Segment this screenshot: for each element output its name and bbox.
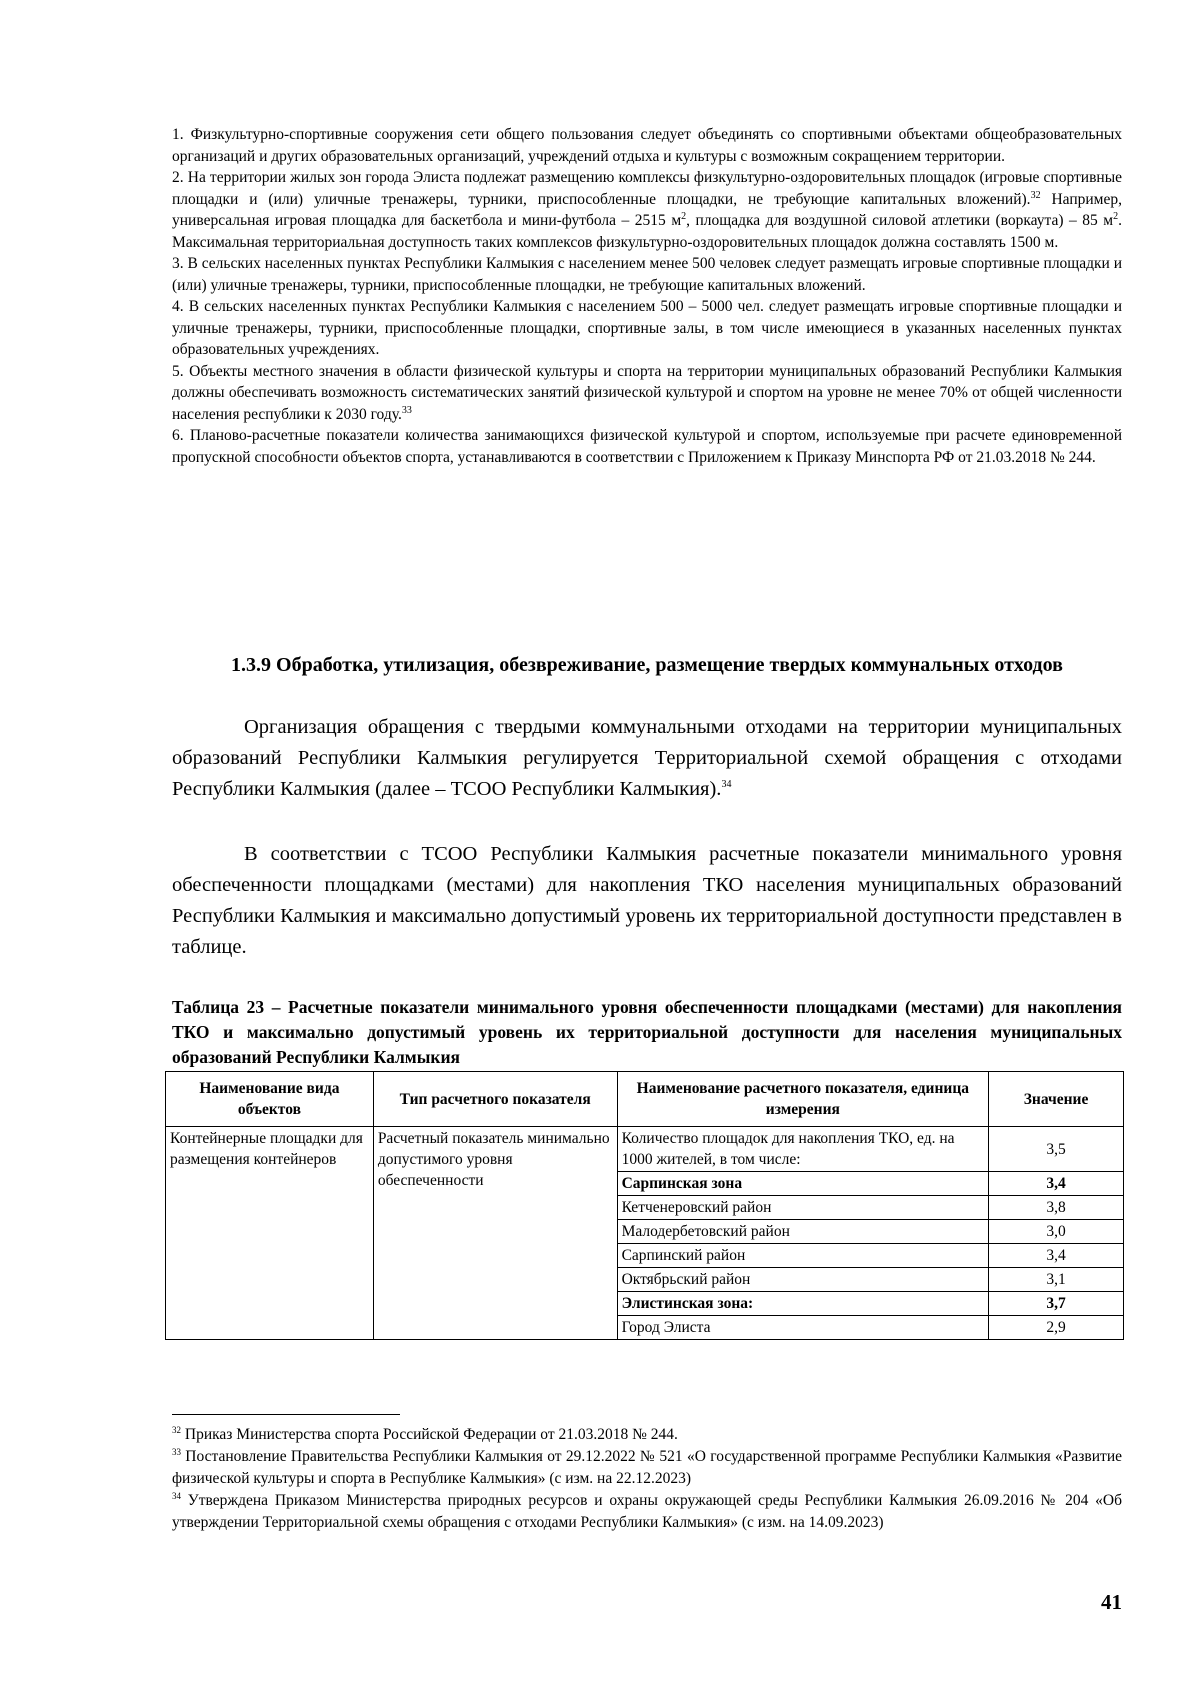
value-cell: 3,8 [989, 1196, 1124, 1220]
value-cell: 3,4 [989, 1244, 1124, 1268]
indicator-name-cell: Элистинская зона: [617, 1292, 989, 1316]
section-heading: 1.3.9 Обработка, утилизация, обезвреживание, размещение твердых коммунальных отходов [231, 654, 1063, 676]
indicator-name-cell: Октябрьский район [617, 1268, 989, 1292]
column-header: Тип расчетного показателя [373, 1072, 617, 1127]
value-cell: 3,7 [989, 1292, 1124, 1316]
value-cell: 3,0 [989, 1220, 1124, 1244]
footnote-divider [172, 1414, 400, 1415]
numbered-list [172, 124, 1122, 468]
indicator-type-cell: Расчетный показатель минимально допустимого уровня обеспеченности [373, 1127, 617, 1340]
list-item: 1. Физкультурно-спортивные сооружения сети общего пользования следует объединять со спортивными объектами общеобразовательных организаций и других образовательных организаций, учреждений отдыха и культуры с возможным сокращением территории. [172, 126, 1122, 165]
list-item: 4. В сельских населенных пунктах Республики Калмыкия с населением 500 – 5000 чел. следует размещать игровые спортивные площадки и уличные тренажеры, турники, приспособленные площадки, спортивные залы, в том числе имеющиеся в указанных населенных пунктах образовательных учреждениях. [172, 298, 1122, 358]
body-paragraph: Организация обращения с твердыми коммунальными отходами на территории муниципальных образований Республики Калмыкия регулируется Территориальной схемой обращения с отходами Республики Калмыкия (далее – ТСОО Республики Калмыкия).$^{34}$ [172, 716, 1122, 800]
value-cell: 2,9 [989, 1316, 1124, 1340]
list-item: 2. На территории жилых зон города Элиста подлежат размещению комплексы физкультурно-оздоровительных площадок (игровые спортивные площадки и (или) уличные тренажеры, турники, приспособленные площадки, не требующие капитальных вложений).$^{32}$ Например, универсальная игровая площадка для баскетбола и мини-футбола – 2515 $м^2$, площадка для воздушной силовой атлетики (воркаута) – 85 $м^2$. Максимальная территориальная доступность таких комплексов физкультурно-оздоровительных площадок должна составлять 1500 м. [172, 169, 1122, 251]
indicator-name-cell: Малодербетовский район [617, 1220, 989, 1244]
object-type-cell: Контейнерные площадки для размещения контейнеров [166, 1127, 374, 1340]
footnote-ref: 33 [401, 404, 412, 416]
indicator-name-cell: Сарпинский район [617, 1244, 989, 1268]
indicator-name-cell: Кетченеровский район [617, 1196, 989, 1220]
value-cell: 3,1 [989, 1268, 1124, 1292]
list-item: 5. Объекты местного значения в области физической культуры и спорта на территории муниципальных образований Республики Калмыкия должны обеспечивать возможность систематических занятий физической культурой и спортом на уровне не менее 70% от общей численности населения республики к 2030 году.$^{33}$ [172, 362, 1122, 423]
indicators-table [165, 1071, 1124, 1340]
footnote: $^{34}$ Утверждена Приказом Министерства природных ресурсов и охраны окружающей среды Республики Калмыкия 26.09.2016 № 204 «Об утверждении Территориальной схемы обращения с отходами Республики Калмыкия» (с изм. на 14.09.2023) [172, 1490, 1122, 1531]
column-header: Значение [989, 1072, 1124, 1127]
body-paragraph: В соответствии с ТСОО Республики Калмыкия расчетные показатели минимального уровня обеспеченности площадками (местами) для накопления ТКО населения муниципальных образований Республики Калмыкия и максимально допустимый уровень их территориальной доступности представлен в таблице. [172, 843, 1122, 958]
indicator-name-cell: Количество площадок для накопления ТКО, ед. на 1000 жителей, в том числе: [617, 1127, 989, 1172]
column-header: Наименование вида объектов [166, 1072, 374, 1127]
indicator-name-cell: Сарпинская зона [617, 1172, 989, 1196]
list-item: 6. Планово-расчетные показатели количества занимающихся физической культурой и спортом, используемые при расчете единовременной пропускной способности объектов спорта, устанавливаются в соответствии с Приложением к Приказу Минспорта РФ от 21.03.2018 № 244. [172, 427, 1122, 466]
list-item: 3. В сельских населенных пунктах Республики Калмыкия с населением менее 500 человек следует размещать игровые спортивные площадки и (или) уличные тренажеры, турники, приспособленные площадки, не требующие капитальных вложений. [172, 255, 1122, 294]
footnote-ref: 34 [721, 779, 732, 791]
value-cell: 3,5 [989, 1127, 1124, 1172]
footnote: $^{33}$ Постановление Правительства Республики Калмыкия от 29.12.2022 № 521 «О государственной программе Республики Калмыкия «Развитие физической культуры и спорта в Республике Калмыкия» (с изм. на 22.12.2023) [172, 1446, 1122, 1487]
indicator-name-cell: Город Элиста [617, 1316, 989, 1340]
table-row [166, 1127, 1124, 1172]
footnote-ref: 32 [1030, 189, 1041, 201]
value-cell: 3,4 [989, 1172, 1124, 1196]
footnote: $^{32}$ Приказ Министерства спорта Российской Федерации от 21.03.2018 № 244. [172, 1424, 678, 1443]
table-caption: Таблица 23 – Расчетные показатели минимального уровня обеспеченности площадками (местами) для накопления ТКО и максимально допустимый уровень их территориальной доступности для населения муниципальных образований Республики Калмыкия [172, 997, 1122, 1067]
column-header: Наименование расчетного показателя, единица измерения [617, 1072, 989, 1127]
page-number: 41 [1101, 1590, 1122, 1614]
table-header-row [166, 1072, 1124, 1127]
footnotes [172, 1424, 1122, 1534]
